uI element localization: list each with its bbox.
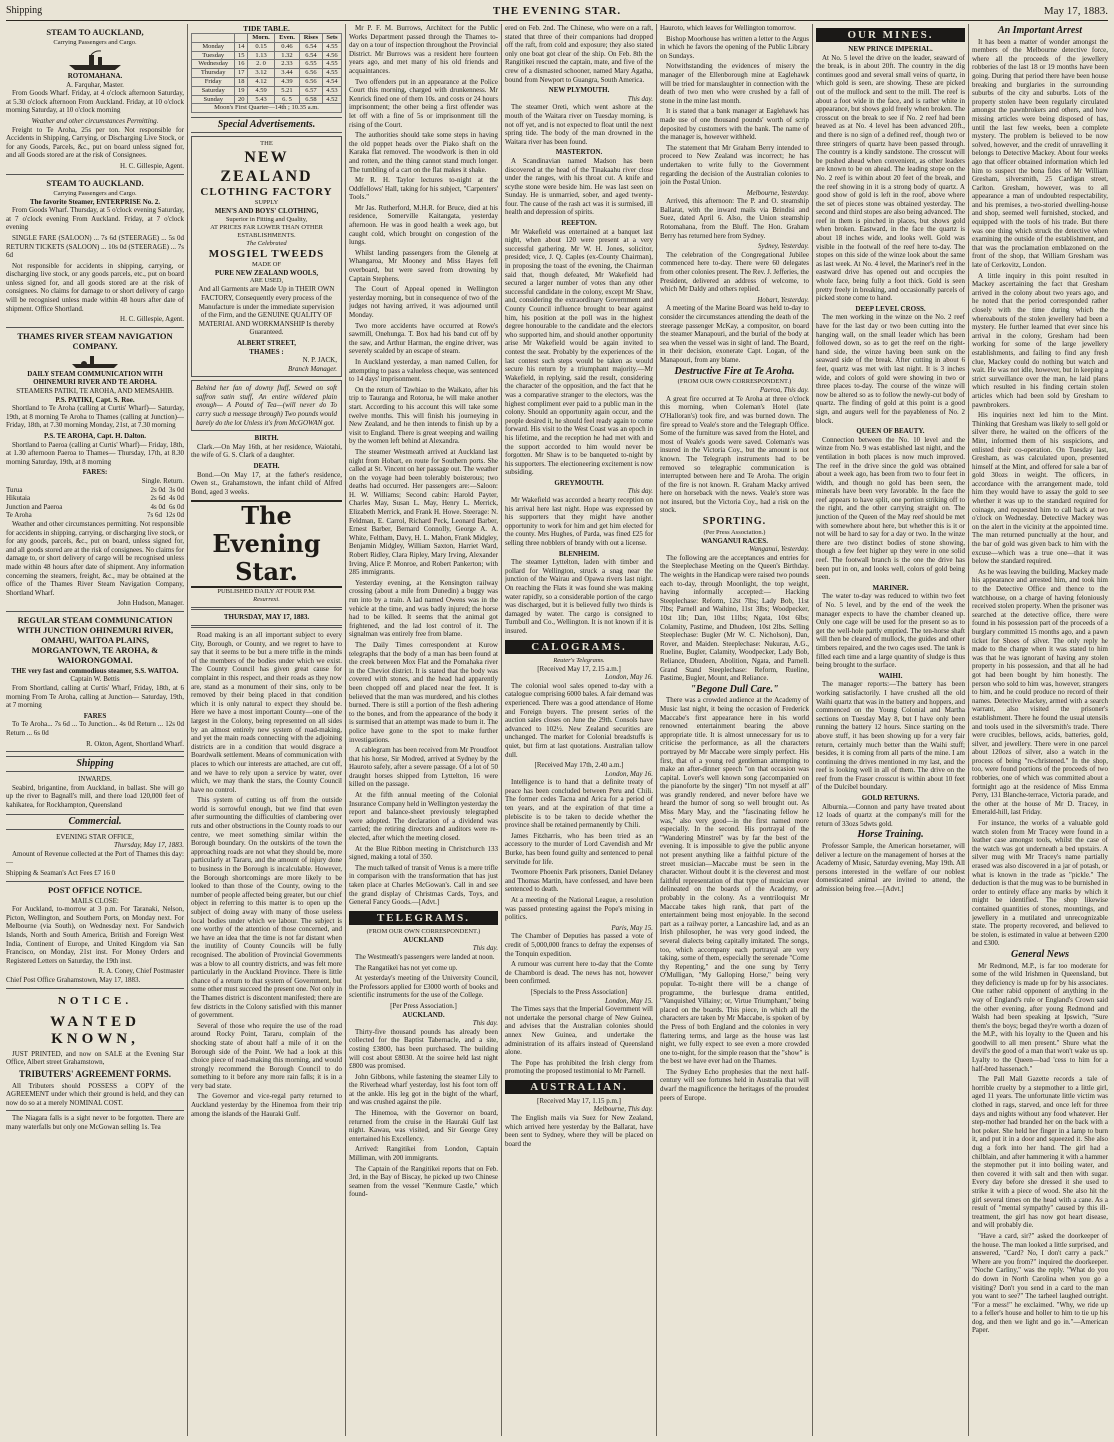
- article-paragraph: His inquiries next led him to the Mint. Thinking that Gresham was likely to sell gold or silver there, he waited on the officers of the Mint, informed them of his suspicions, and enlisted their co-operation. On Tuesday last, Gresham, as was calculated upon, presented himself at the Mint, and offered for sale a bar of gold 30ozs in weight. The officers, in accordance with the arrangement made, told him they would have to assay the gold to see whether it was up to the standard required for coinage, and requested him to call back at two o'clock on Wednesday. Detective Mackey was on the alert in the vicinity at the appointed time. The man returned punctually at the hour, and the bar of gold was given back to him with the excuse—which was a true one—that it was below the standard required.: [972, 411, 1108, 566]
- telegrams-heading: TELEGRAMS.: [349, 911, 498, 925]
- dateline: This day.: [627, 94, 653, 103]
- mine-heading: DEEP LEVEL CROSS.: [855, 304, 926, 313]
- tide-row: Sunday 20 5.43 6. 5 6.58 4.52: [192, 95, 342, 104]
- mine-report: The manager reports:—The battery has been working satisfactorily. I have crushed all the old Waihi quartz that was in the battery and hoppers, and commenced on the Young Colonial and Martha sections on Tuesday May 8, but I have only been running the battery 12 hours. Since starting on the above stuff, it has been showing up for a very fair return, certainly much better than the Waihi stuff; besides, it is coming from all parts of the mine. I am continuing the drives mentioned in my last, and the reef is looking well in all of them. The drive on the reef from the Fraser crosscut is within about 10 feet of the Dulcibel boundary.: [816, 680, 965, 792]
- dateline: Sydney, Yesterday.: [757, 242, 809, 251]
- birth-notice: Clark.—On May 16th, at her residence, Waiotahi, the wife of G. S. Clark of a daughter.: [191, 442, 342, 460]
- fares-columns: Single. Return.: [141, 476, 184, 485]
- notice-text: Weather and other circumstances Permitting.: [31, 116, 159, 125]
- ad-title: CLOTHING FACTORY: [200, 186, 333, 199]
- editorial-paragraph: Several of those who require the use of the road around Rocky Point, Tararu, complain of the shocking state of about half a mile of it on the Borough side of the Point. We had a look at this choice piece of road-making this morning, and would strongly recommend the Borough Council to do something to it before any more rain falls; it is in a very bad state.: [191, 1021, 342, 1090]
- telegram-text: John Gibbons, while fastening the steamer Lily to the Riverhead wharf yesterday, lost his foot torn off at the ankle. His leg got in the bight of the wharf, and was crushed against the pile.: [349, 1072, 498, 1107]
- mine-report: The water to-day was reduced to within two feet of No. 5 level, and by the end of the week the manager expects to have the chamber cleaned up. Only one cage will be used for the present so as to get the well-hole partly emptied. The ten-horse shaft will then be cleared of mullock, the guides and other timbers repaired, and the two cages used. The tank is filled each time and a large quantity of sludge is thus being brought to the surface.: [816, 592, 965, 670]
- column-arrest: [972, 24, 1108, 1436]
- cable-text: The celebration of the Congregational Jubilee commenced here to-day. There were 60 delegates from other colonies present. The Rev. J. Jefferies, the President, delivered an address of welcome, to which Mr Daldy and others replied.: [660, 250, 809, 294]
- horse-training-ad: Professor Sample, the American horsetamer, will deliver a lecture on the management of horses at the Academy of Music, Saturday evening, May 19th. All persons interested in the welfare of our noblest domesticated animal are invited to attend, the admission being free.—[Advt.]: [816, 842, 965, 893]
- fire-heading: Destructive Fire at Te Aroha.: [674, 365, 795, 377]
- received-note: [Received May 17, 2.15 a.m.]: [537, 664, 621, 673]
- cable-text: The Times says that the Imperial Government will not undertake the personal charge of New Guinea, and advises that the Australian colonies should annex New Guinea, and undertake the administration of its affairs instead of Queensland alone.: [505, 1005, 653, 1057]
- news-paragraph: Mr P. F. M. Burrows, Architect for the Public Works Department passed through the Thames to-day on a tour of inspection throughout the Provincial District. Mr Burrows was a resident here fourteen years ago, and met many of his old friends and acquaintances.: [349, 24, 498, 75]
- general-news-heading: General News: [1010, 948, 1070, 960]
- agent-name: R. Okton, Agent, Shortland Wharf.: [86, 739, 184, 748]
- column-rule: [812, 24, 813, 1436]
- ship-master: Captain W. Bettis: [70, 675, 120, 684]
- section-subheading: (FROM OUR OWN CORRESPONDENT.): [677, 378, 792, 386]
- telegram-text: Mr Wakefield was entertained at a banquet last night, when about 120 were present at a very successful gathering. Mr W. H. Jones, solicitor, presided; vice, J. Q. Caples (ex-County Chairman), in proposing the toast of the evening, the Chairman said that, though defeated, Mr Wakefield had secured a larger number of votes than any other successful candidate in the colony, except Mr Shaw, and, considering the extraordinary Government and County Council influence brought to bear against him, his position at the poll was in the highest degree honourable to the candidate and the electors who supported him, and should another opportunity arise Mr Wakefield would be again invited to contest the seat. Probably by the experiences of the last contest such steps would be taken as would secure his return by a triumphant majority.—Mr Wakefield, in replying, said the result, considering the character of the opposition, and the fact that he was a comparative stranger to the electors, was the highest compliment ever paid to a public man in the colony. Should an opportunity again occur, and the people desired it, he should feel ready again to come forward. His visit to the West Coast was an epoch in his lifetime, and the reception he had met with and the support accorded to him would never be forgotten. Mr Shaw is to be banqueted to-night by his supporters. The electioneering excitement is now subsiding.: [505, 227, 653, 477]
- cable-text: Bishop Moorhouse has written a letter to the Argus in which he favors the opening of the Public Library on Sundays.: [660, 34, 809, 60]
- notice-body: JUST PRINTED, and now on SALE at the Evening Star Office, Albert street Grahamstown,: [6, 1049, 184, 1067]
- editorial-date: THURSDAY, MAY 17, 1883.: [223, 613, 310, 622]
- sailing-schedule: From Shortland, calling at Curtis' Wharf, Friday, 18th, at 6 morning From Te Aroha, calling at Junction— Saturday, 19th, at 7 morning: [6, 684, 184, 710]
- tide-row: Saturday 19 4.59 5.21 6.57 4.53: [192, 86, 342, 95]
- ad-lead: DAILY STEAM COMMUNICATION WITH OHINEMURI RIVER AND TE AROHA.: [27, 369, 163, 387]
- dateline: Hobart, Yesterday.: [757, 295, 809, 304]
- tide-table-title: TIDE TABLE.: [243, 24, 290, 33]
- place-heading: REEFTON.: [561, 219, 597, 228]
- news-paragraph: The much talked of transit of Venus is a mere trifle in comparison with the transformation that has just taken place at Charles McGowan's. Call in and see the grand display of Christmas Cards, Toys, and General Fancy Goods.—[Advt.]: [349, 863, 498, 907]
- cable-text: The colonial wool sales opened to-day with a catalogue comprising 6000 bales. A fair demand was experienced. There was a good attendance of Home and Foreign buyers. The present series of the auction sales closes on June the 29th. Consols have advanced to 102½. New Zealand securities are unchanged. The market for Colonial breadstuffs is quiet, but firm at last quotations. Australian tallow dull.: [505, 681, 653, 759]
- section-heading: Special Advertisements.: [191, 117, 342, 133]
- telegram-text: The steamer Oreti, which went ashore at the mouth of the Waitara river on Tuesday morning, is not off yet, and is not expected to float until the next spring tide. The body of the man drowned in the Waitara river has been found.: [505, 103, 653, 146]
- place-heading: GREYMOUTH.: [554, 478, 604, 487]
- dateline: This day.: [472, 1019, 498, 1028]
- column-mines: [816, 24, 965, 1436]
- theatre-review: There was a crowded audience at the Academy of Music last night, it being the occasion of Frederick Maccabe's first appearance here in his world renowned entertainment bearing the above appropriate title. It is almost unnecessary for us to criticise the performance, as all the characters portrayed by Mr Maccabe were simply perfect. His first, that of a young red gentleman attempting to make an after-dinner speech "on that occasion was capital. Lover's well known song (accompanied on the pianoforte by the singer) "I'm not myself at all" was grandly rendered, and never before have we heard the humor of song so well brought out. As Miss Mary May, and the "fascinating fellow he was," also very good—in the first named more especially. In the second. His portrayal of the "Wandering Minstrel" was by far the best of the evening. It is impossible to give the public anyone not present anything like a faithful picture of the street musician—Maccabe must be seen in the character. Without doubt it is the cleverest and most faithful representation of that type of musician ever delineated on the boards of the Academy, or probably in the colony. As a ventriloquist Mr Maccabe takes high rank, that part of the entertainment being most enjoyable. In the second part as a railway porter, a Lancashire lad, and as an Irish philosopher, he was very good indeed, the several dialects being capitally imitated. The songs, too, which accompany each portrayal are very taking, some of them, especially the serenade "Come thy Repenting," and the one sung by Terry O'Mulligan, "My Galloping Horse," being very popular. To-night there will be a change of programme, the burlesque drama entitled, "Vanquished Villainy; or, Virtue Triumphant," being placed on the boards. This piece, in which all the characters are taken by Mr Maccabe, is spoken of by the Press of both England and the colonies in very flattering terms, and large as the house was last night, we fully expect to see even a more crowded one to-night, for the simple reason that the "show" is the best we have ever had on the Thames.: [660, 696, 809, 1066]
- horse-training-heading: Horse Training.: [857, 829, 924, 841]
- fare-row: Turua 2s 0d 3s 0d: [6, 485, 184, 494]
- mine-report: At No. 5 level the drive on the leader, seaward of the break, is in about 20ft. The country in the dig continues good and several small veins of quartz, in which gold is seen, are showing. These are picked out of the mullock and sent to the mill. The reef is about a foot wide in the face, and is rather white in appearance, but shows gold freely when broken. The crosscut on the break to see if No. 2 reef had been heaved as at No. 4 level has been advanced 20ft., and there is no sign of a defined reef, though two or three stringers of quartz have been passed through. The country is a kindly sandstone. The crosscut will be pushed ahead when convenient, as other leaders are known to be on ahead. The leading stope on the No. 2 reef is within about 20 feet of the break, and the reef showing in it is a strong body of quartz. A good show of gold is left in the roof, above where the set of pieces stone was obtained yesterday. The second and third stopes are also being advanced. The reef in them is pinched in places, but shows gold when broken. Eastward, in the face the quartz is about 18 inches wide, and looks well. Gold was visible in the footwall of the reef here to-day. The stopes on this side of the winze look about the same as last week. At No. 4 level, the Mariner's reef in the eastward drive has opened out and occupies the whole face, being fully a foot thick. Gold is seen pretty freely in breaking, and occasionally parcels of picked stone come to hand.: [816, 53, 965, 303]
- news-paragraph: A cablegram has been received from Mr Proudfoot that his horse, Sir Modred, arrived at Sydney by the Hauroto safely, after a severe passage. Of a lot of 50 draught horses shipped from Lyttelton, 16 were killed on the passage.: [349, 746, 498, 789]
- notice-title: POST OFFICE NOTICE.: [47, 884, 143, 895]
- tide-row: Wednesday 16 2. 0 2.33 6.55 4.55: [192, 60, 342, 69]
- notice-office: Chief Post Office Grahamstown, May 17, 1883.: [6, 975, 141, 984]
- issue-date: May 17, 1883.: [1043, 5, 1108, 17]
- telegram-text: Thirty-five thousand pounds has already been collected for the Baptist Tabernacle, and a site, costing £3800, has been purchased. The building will cost about £8030. At the soiree held last night £800 was promised.: [349, 1027, 498, 1071]
- article-paragraph: A little inquiry in this point resulted in Mackey ascertaining the fact that Gresham arrived in the colony about two years ago, and he noted that the period corresponded rather closely with the time during which the whereabouts of the stolen jewellery had been a mystery. He further learned that ever since his arrival in the colony, Gresham had been working for some of the large jewellery establishments, and failing to find any fresh clue, Mackey could do nothing but watch and wait. He was not idle, however, but in keeping a strict surveillance over the man, he laid plans which resulted in his finding certain stolen articles which had been sold by Gresham to pawnbrokers.: [972, 271, 1108, 409]
- section-label: Shipping: [6, 5, 43, 16]
- press-association-note: [Per Press Association.]: [390, 1001, 457, 1010]
- death-heading: DEATH.: [253, 462, 280, 471]
- telegram-text: Arrived: Rangitikei from London, Captain Milliman, with 200 immigrants.: [349, 1145, 498, 1163]
- race-entries: The following are the acceptances and entries for the Steeplechase Meeting on the Queen's Birthday. The weights in the Handicap were raised two pounds each to-day, through Moonlight, the top weight, having informally accepted:— Hacking Steeplechase: Reform, 12st 7lbs; Lady Bob, 11st 7lbs; Parnell and Waihino, 11st 3lbs; Woodpecker, 10st 1lb; Dan, 10st 11lbs; Ngata, 10st 6lbs; Colamity, Pastime, and Dhudeen, 10st 2lbs. Selling Steeplechase: Bugler (Mr W. C. Nicholson), Dan, Rover, and Maiden. Steeplechase: Nukurau, A.G., Rueline, Bugler, Calamity, Woodpecker, Lady Bob, Reliance, Dhudeen, Abolition, Ngata, and Parnell. Grand Stand Steeplechase: Reform, Rueline, Pastime, Bugler, Mount, and Reliance.: [660, 553, 809, 683]
- notice-body: For Auckland, to-morrow at 3 p.m. For Taranaki, Nelson, Picton, Wellington, and Southern Ports, on Monday next. For Melbourne (via South), on Wednesday next. For Sandwich Islands, North and South America, British and Foreign West India, Continent of Europe, and United Kingdom via San Francisco, on Monday, 21st inst. For Money Orders and Registered Letters on Saturday, the 19th inst.: [6, 905, 184, 965]
- telegram-text: The Rangatikei has not yet come up.: [355, 963, 458, 972]
- ship-name: ROTOMAHANA.: [67, 72, 123, 80]
- cable-text: The Pope has prohibited the Irish clergy from promoting the proposed testimonial to Mr Parnell.: [505, 1058, 653, 1076]
- mine-heading: NEW PRINCE IMPERIAL.: [848, 45, 933, 53]
- cable-text: Hauroto, which leaves for Wellington tomorrow.: [660, 24, 796, 32]
- news-paragraph: The Daily Times correspondent at Kurow telegraphs that the body of a man has been found at the creek between Mox Flat and the Pomahaka river in the Cheviot district. It is stated that the body was covered with stones, and the head had apparently been chopped off and placed near the feet. It is believed that the man was murdered, and his clothes burned. There is still a portion of the flesh adhering to the bones, and from the appearance of the body it is surmised that an attempt was made to burn it. The police have gone to the spot to make further investigations.: [349, 640, 498, 744]
- cable-text: The English mails via Suez for New Zealand, which arrived here yesterday by the Ballarat, have been sent to Sydney, where they will be placed on board the: [505, 1114, 653, 1148]
- received-note: [Received May 17th, 2.40 a.m.]: [534, 761, 624, 770]
- editorial-paragraph: Road making is an all important subject to every City, Borough, or County, and we regret to have to say that it seems to be but a mere trifle in the minds of the members of the bodies under which we exist. The County Council has given great cause for complaint in this respect, and their roads as they now are, stand as a monument of their sins, only to be removed by their being placed in that condition which it is only natural to expect they should be. Here we have a most important County—one of the largest in the Colony, being represented on all sides by an almost entirely new system of road-making, and yet the main roads connecting with the adjoining districts are in a condition that would disgrace a Boardwalk settlement. Means of communication with places to which our interests are attached, are cut off, and we have to rely upon a service by water, over which, we may thank the stars, the County Council have no control.: [191, 631, 342, 794]
- section-heading: Shipping: [6, 756, 184, 772]
- telegram-text: A Scandinavian named Madson has been discovered at the head of the Tinakaahu river close under the ranges, with his throat cut. A knife and scythe stone were beside him. He was last seen on Sunday. He is unmarried, sober, and aged twenty-four. The cause of the rash act was it is surmised, ill health and depression of spirits.: [505, 156, 653, 217]
- news-paragraph: Mr R. H. Taylor lectures to-night at the Oddfellows' Hall, taking for his subject, "Carpenters' Tools.": [349, 176, 498, 202]
- cable-text: It is stated that a bank manager at Eaglehawk has made use of one thousand pounds' worth of scrip deposited by customers with the bank. The name of the manager is, however withheld.: [660, 107, 809, 142]
- column-notices: [191, 24, 342, 1436]
- news-paragraph: Two more accidents have occurred at Rowe's sawmill, Onehunga. T. Box had his band cut off by the saw, and Arthur Harman, the engine driver, was severely scalded by an escape of steam.: [349, 321, 498, 356]
- revenue-row: Shipping & Seaman's Act Fees £7 16 0: [6, 868, 116, 877]
- news-paragraph: Two offenders put in an appearance at the Police Court this morning, charged with drunkenness. Mr Kenrick fined one of them 10s. and costs or 24 hours imprisonment; the other being a first offender was let off with a fine of 5s or imprisonment till the rising of the Court.: [349, 77, 498, 129]
- ad-title: REGULAR STEAM COMMUNICATION WITH JUNCTION OHINEMURI RIVER, OMAHU, WAITOA PLAINS, MORGANTOWN, TE AROHA, & WAIORONGOMAI.: [16, 614, 174, 665]
- dateline: Melbourne, This day.: [593, 1105, 653, 1114]
- masthead: [6, 4, 1108, 21]
- column-rule: [501, 24, 502, 1436]
- section-subheading: (FROM OUR OWN CORRESPONDENT.): [366, 927, 481, 935]
- ship-master: A. Farquhar, Master.: [66, 80, 124, 89]
- notice-body: All Tributers should POSSESS a COPY of the AGREEMENT under which their ground is held, and they can now do so at a merely NOMINAL COST.: [6, 1081, 184, 1107]
- telegram-text: The Captain of the Rangitikei reports that on Feb. 3rd, in the Bay of Biscay, he picked up two Chinese seamen from the vessel "Kenmure Castle," which found-: [349, 1164, 498, 1199]
- tide-table: Morn. Even. Rises Sets Monday 14 0.15 0.46 6.54 4.55 Tuesday 15 1.13 1.32 6.54 4.56 Wednesday 16 2. 0 2.33 6.55 4.55 Thursday 17 3.12 3.44 6.56 4.55 Friday 18 4.12 4.39 6.56 4.54 Saturday 19 4.59 5.21 6.57 4.53 Sunday 20 5.43 6. 5 6.58 4.52 Moon's First Quarter—14th ; 10.35 a.m.: [191, 33, 342, 113]
- ad-body: Freight to Te Aroha, 25s per ton. Not responsible for Accidents in Shipping, Carrying, or Discharging Live Stock, or for any Goods, Parcels, &c., put on board unless signed for, and all Goods stored are at the risk of Consignees.: [6, 125, 184, 160]
- dateline: Paris, May 15.: [611, 923, 653, 932]
- editorial-masthead: The Evening Star.: [191, 500, 342, 588]
- tide-row: Friday 18 4.12 4.39 6.56 4.54: [192, 77, 342, 86]
- column-rule: [968, 24, 969, 1436]
- cable-text: The statement that Mr Graham Berry intended to proceed to New Zealand was incorrect; he has undertaken to write fully to the Government regarding the decision of the Australian colonies to join the Postal Union.: [660, 143, 809, 187]
- fares-heading: FARES:: [82, 468, 108, 477]
- cablegrams-heading: CALOGRAMS.: [505, 640, 653, 654]
- ad-subtitle: STEAMERS PATIKI, TE AROHA, AND MEMSAHIB.: [16, 387, 174, 396]
- section-subheading: Reuter's Telegrams.: [553, 656, 605, 664]
- fares-heading: FARES: [83, 711, 107, 720]
- agent-name: H. C. Gillespie, Agent.: [120, 315, 184, 324]
- article-text: Seabird, brigantine, from Auckland, in ballast. She will go up the river to Bagnall's mill, and there load 120,000 feet of kahikatea, for Rockhampton, Queensland: [6, 783, 184, 809]
- article-paragraph: Mr Redmond, M.P., is far too moderate for some of the wild Irishmen in Queensland, but they deficiency is made up for by his associates. One rather rabid opponent of anything in the way of England's rule or England's Crown said the other evening, after young Redmond and Walsh had been speaking at Ipswich, "Sure them's the boys; begad they're worth a dozen of the M.P., with his loyalty to the Queen and his goodwill to all men present." Shure what the devil's the good of a man that won't wake us up. Lyalty to the Queen—bad 'cess to him for a half-bred hassenach.": [972, 961, 1108, 1073]
- office-name: EVENING STAR OFFICE,: [56, 832, 134, 841]
- ad-title: STEAM TO AUCKLAND,: [46, 27, 144, 37]
- cable-text: The Chamber of Deputies has passed a vote of credit of 5,000,000 francs to defray the expenses of the Tonquin expedition.: [505, 932, 653, 958]
- section-heading: Commercial.: [6, 814, 184, 830]
- telegram-text: The steamer Lyttelton, laden with timber and pollard for Wellington, struck a snag near the junction of the Wairau and Opawa rivers last night. On reaching the Flats it was found she was making water rapidly, so a considerable portion of the cargo was discharged, but it is believed fully two thirds is damaged by water. The cargo is consigned to Turnbull and Co., Wellington. It is not known if it is insured.: [505, 558, 653, 635]
- news-paragraph: Mr Jas. Rutherford, M.H.R. for Bruce, died at his residence, Somerville Kaitangata, yesterday afternoon. He was in good health a week ago, but caught cold, which brought on congestion of the lungs.: [349, 203, 498, 247]
- fare-row: Junction and Paeroa 4s 0d 6s 0d: [6, 502, 184, 511]
- dateline: Melbourne, Yesterday.: [746, 188, 809, 197]
- ad-body: Not responsible for accidents in shipping, carrying, or discharging live stock, or any goods parcels, etc., put on board unless signed for, and all goods stored are at the risk of consignees. No claims for damage to or short delivery of cargo will be recognised unless made within 48 hours after date of shipment. Office Shortland.: [6, 261, 184, 313]
- fares-table: [6, 486, 184, 520]
- mine-report: Connection between the No. 10 level and the winze from No. 9 was established last night, and the ventilation in both places is now much improved. The reef in the drive since the gold was obtained about a week ago, has been from two to four feet in width, and though no gold has been seen, the minerals have been very favorable. In the face the reef appears to have split, one portion striking off to the right, and the other carrying straight on. The junction of the Queen of the May reef should be met with somewhere about here, but whether this is it or not will be hard to say for a day or two. In the winze there are two distinct bodies of stone showing, though a few feet higher up they were in one solid reef. The footwall branch is the one the drive has been put in on, and looks well, colors of gold being seen.: [816, 435, 965, 582]
- notice-title: NOTICE.: [57, 994, 133, 1007]
- column-rule: [345, 24, 346, 1436]
- place-heading: NEW PLYMOUTH.: [548, 86, 610, 95]
- tide-row: Thursday 17 3.12 3.44 6.56 4.55: [192, 69, 342, 78]
- ad-brand: NEW ZEALAND: [220, 149, 313, 186]
- mine-heading: WAIHI.: [878, 671, 903, 680]
- mines-heading: OUR MINES.: [816, 28, 965, 42]
- mine-heading: MARINER.: [872, 583, 909, 592]
- newspaper-title: THE EVENING STAR.: [492, 5, 622, 17]
- wanted-known: WANTED KNOWN,: [50, 1013, 140, 1047]
- gold-returns: Alburnia.—Connon and party have treated about 12 loads of quartz at the company's mill for the return of 33ozs 5dwts gold.: [816, 802, 965, 828]
- agent-name: John Hudson, Manager.: [117, 599, 184, 608]
- sailing-schedule: Shortland to Paeroa (calling at Curtis' Wharf)— Friday, 18th, at 1.30 afternoon Paeroa to Thames— Thursday, 17th, at 8.30 morning Saturday, 19th, at 8 morning: [6, 440, 184, 466]
- telegram-text: ered on Feb. 2nd. The Chinese, who were on a raft, stated that three of their companions had dropped off the raft, from cold and exposure; they also stated only one boat got clear of the ship. On Feb. 8th the Rangitikei rescued the captain, mate, and five of the crew of a dismasted schooner, named Mary Agatha, bound from Newport to Guangra, South America.: [505, 24, 653, 84]
- article-paragraph: The Pall Mall Gazette records a tale of horrible cruelty by a stepmother to a little girl, aged 11 years. The unfortunate little victim was clothed in rags, starved, and once left for three days and nights without any food whatever. Her step-mother had branded her on the back with a hot poker. She held her finger in a lamp to burn it, and put it in a door and squeezed it. She also dug a fork into her hand. The girl had a chilblain, and after hammering it with a hammer the stepmother put it into boiling water, and then covered it with salt and then with sugar. Every day before she dressed it she used to strike it with a piece of wood. She also hit the girl several times on the head with a cane. As a result of "mental sympathy" caused by this ill-treatment, the girl has now got heart disease, and will probably die.: [972, 1075, 1108, 1230]
- fares-text: SINGLE FARE (SALOON) ... 7s 6d (STEERAGE) ... 5s 0d RETURN TICKETS (SALOON) ... 10s 0d (STEERAGE) ... 7s 6d: [6, 233, 184, 260]
- sailing-schedule: From Goods Wharf. Thursday, at 5 o'clock evening Saturday, at 7 o'clock evening From Auckland. Friday, at 7 o'clock evening: [6, 206, 184, 232]
- news-paragraph: At the Blue Ribbon meeting in Christchurch 133 signed, making a total of 350.: [349, 844, 498, 862]
- sailing-schedule: From Goods Wharf. Friday, at 4 o'clock afternoon Saturday, at 5.30 o'clock afternoon From Auckland. Friday, at 10 o'clock morning Saturday, at 10 o'clock morning: [6, 89, 184, 115]
- column-rule: [656, 24, 657, 1436]
- steamship-icon: [65, 49, 125, 71]
- arrest-heading: An Important Arrest: [997, 25, 1083, 36]
- news-paragraph: On the return of Tawhiao to the Waikato, after his trip to Tauranga and Rotorua, he will make another start. According to his account this will take some twelve months. This will finish his journeying in New Zealand, and he then intends to finish up by a visit to England. There is great weeping and wailing by the women left behind at Alexandra.: [349, 385, 498, 446]
- section-subheading: (Per Press Association.): [703, 528, 766, 536]
- tide-row: Tuesday 15 1.13 1.32 6.54 4.56: [192, 51, 342, 60]
- article-paragraph: For instance, the works of a valuable gold watch stolen from Mr Tracey were found in a leather case amongst tools, whilst the case of the watch was got underneath a bed upstairs. A silver mug with Mr Tracey's name partially erased was also discovered in a jar of potash, or what is known in the trade as "pickle." The deduction is that the mug was to be burnished in order to entirely efface any marks by which it might be identified. The shop likewise contained quantities of stones, mountings, and jewellery in a mutilated and unrecognizable state. The property recovered, and believed to be stolen, is estimated in value at between £200 and £300.: [972, 819, 1108, 948]
- tweeds-title: MOSGIEL TWEEDS: [208, 247, 325, 260]
- dateline: Wanganui, Yesterday.: [749, 545, 809, 554]
- telegram-text: The Hinemoa, with the Governor on board, returned from the cruise in the Hauraki Gulf last night. Kawau, was visited, and Sir George Grey entertained his Excellency.: [349, 1109, 498, 1143]
- place-heading: AUCKLAND: [403, 935, 444, 944]
- cable-text: Twomore Phoenix Park prisoners, Daniel Delaney and Thomas Martin, have confessed, and have been sentenced to death.: [505, 868, 653, 894]
- telegram-text: At yesterday's meeting of the University Council, the Professors applied for £3000 worth of books and scientific instruments for the use of the College.: [349, 974, 498, 1000]
- moon-phase: Moon's First Quarter—14th ; 10.35 a.m.: [192, 104, 342, 113]
- cable-text: James Fitzharris, who has been tried as an accessory to the murder of Lord Cavendish and Mr Burke, has been found guilty and sentenced to penal servitude for life.: [505, 831, 653, 866]
- ship-name: The favorite Steamer, ENTERPRISE No. 2.: [29, 197, 160, 206]
- tide-row: Monday 14 0.15 0.46 6.54 4.55: [192, 42, 342, 51]
- column-shipping: [6, 24, 184, 1436]
- death-notice: Bond.—On May 17, at the father's residence, Owen st., Grahamstown, the infant child of Alfred Bond, aged 3 weeks.: [191, 470, 342, 496]
- cable-text: A rumour was current here to-day that the Comte de Chambord is dead. The news has not, however been confirmed.: [505, 960, 653, 986]
- received-note: [Specials to the Press Association]: [530, 987, 628, 996]
- article-paragraph: It has been a matter of wonder amongst the members of the Melbourne detective force, where all the proceeds of the jewellery robberies of the last 18 or 19 months have been going. During that period there have been house breaking and burglaries in the surrounding suburbs of the city and suburbs. Lots of the property stolen have been regularly circulated amongst the pawnbrokers and others, and how missing articles were being disposed of has, until the last few weeks, been a complete mystery. The problem is believed to be now solved, however, and the credit of unravelling it belongs to Detective Mackey. About four weeks ago that officer obtained information which led him to suspect the bona fides of Mr William Gresham, silversmith, 25 Cardigan street, Carlton. Gresham, however, was to all appearance a man of undoubted respectability, and his premises, a two-storied dwelling-house and shop, seemed well furnished, stocked, and equipped with the tools of his trade. But there was one thing which struck the detective when examining the outside of the establishment, and that was the proclamation emblazoned on the front of the shop, that William Gresham was late of Cerkovitz, London.: [972, 37, 1108, 270]
- sailing-schedule: Shortland to Te Aroha (calling at Curtis' Wharf)— Saturday, 19th, at 8 morning Te Aroha to Thames (calling at Junction)— Friday, 18th, at 7.30 morning Monday, 21st, at 7.30 morning: [6, 404, 184, 430]
- ad-title: THAMES RIVER STEAM NAVIGATION COMPANY.: [17, 330, 173, 351]
- dateline: London, May 15.: [605, 996, 653, 1005]
- motto: Resurrexi.: [253, 596, 280, 604]
- review-heading: "Begone Dull Care.": [690, 683, 779, 695]
- ad-subtitle: Carrying Passengers and Cargo.: [53, 189, 137, 197]
- notice-subtitle: MAILS CLOSE:: [71, 896, 119, 905]
- dateline: London, May 16.: [605, 769, 653, 778]
- news-paragraph: The Sydney Echo prophesies that the next half-century will see fortunes held in Australia that will dwarf the magnificence the heritages of the proudest peers of Europe.: [660, 1067, 809, 1102]
- place-heading: AUCKLAND.: [402, 1010, 445, 1019]
- agent-name: H. C. Gillespie, Agent.: [120, 161, 184, 170]
- news-paragraph: In Auckland yesterday, a man named Cullen, for attempting to pass a valueless cheque, was sentenced to 14 days' imprisonment.: [349, 357, 498, 384]
- column-telegrams: [505, 24, 653, 1436]
- ad-body: Weather and other circumstances permitting. Not responsible for accidents in shipping, carrying, or discharging live stock, or for any goods, parcels, &c., put on board, unless signed for, and all goods stored are at the risk of consignees. No claims for damage to, or short delivery of cargo will be recognised unless made within 48 hours after date of shipment. Any information concerning the steamers, freight, &c., may be obtained at the office of the Thames River Steam Navigation Company, Shortland Wharf.: [6, 519, 184, 597]
- news-paragraph: At the fifth annual meeting of the Colonial Insurance Company held in Wellington yesterday the report and balance-sheet previously telegraphed were adopted. The declaration of a dividend was carried; the retiring directors and auditors were re-elected, after which the meeting closed.: [349, 791, 498, 843]
- mine-heading: GOLD RETURNS.: [861, 794, 920, 803]
- news-paragraph: Whilst landing passengers from the Glenelg at Whangaroa, Mr Mooney and Miss Hayes fell overboard, but were saved from drowning by Captain Stephens.: [349, 248, 498, 283]
- column-rule: [187, 24, 188, 1436]
- section-subheading: INWARDS.: [78, 775, 112, 784]
- telegram-text: Mr Wakefield was accorded a hearty reception on his arrival here last night. Hope was expressed by his supporters that they might have another opportunity to work for him and get him elected for the county. Mrs Hughes, of Parda, was fined £25 for selling three nobblers of brandy with out a license.: [505, 496, 653, 548]
- ship-name: P.S. TE AROHA, Capt. H. Dalton.: [43, 432, 147, 440]
- paddle-steamer-icon: [70, 353, 120, 369]
- place-heading: BLENHEIM.: [558, 549, 600, 558]
- tributers-forms: TRIBUTERS' AGREEMENT FORMS.: [18, 1068, 172, 1079]
- tea-advert: The Niagara falls is a sight never to be forgotten. There are many waterfalls but only one McGowan selling 1s. Tea: [6, 1114, 184, 1132]
- news-paragraph: The steamer Westmeath arrived at Auckland last night from Hobart, en route for Southern ports. She called at St. Vincent on her passage out. The weather on the voyage had been tolerably boisterous; two deaths had occurred. Her passengers are:—Saloon: H. W. Williams; Second cabin: Harold Payter, Charles May, Susan L. May, Henry L. Merrick, Elizabeth Merrick, and Frank H. Howe. Steerage: N. Feldman, E. Carrol, Richard Peck, Leonard Barber, Ernest Barber, Bernard Connolly, George A. A. White, Feltham, Davy, H. L. Mahon, Frank Midgley, Benjamin Midgley, William Saxton, Harriet Ward, Robert Ridley, Clara Ripley, Mary Irving, Alexander Irving, Alice P. Monroe, and Robert Pankerton; with 285 immigrants.: [349, 447, 498, 577]
- editorial-paragraph: The Governor and vice-regal party returned to Auckland yesterday by the Hinemoa from their trip among the islands of the Hauraki Gulf.: [191, 1092, 342, 1118]
- dateline: This day.: [627, 487, 653, 496]
- mine-report: The men working in the winze on the No. 2 reef have for the last day or two been cutting into the hanging wall, on the small leader which has been followed down, so as to get the reef on the right-hand side, the winze having been sunk on the seaward side of the break. After cutting in about 6 feet, quartz was met with last night. It is 3 inches wide, and colors of gold were showing in two or three places to-day. The course of the winze will now be altered so as to follow the newly-cut body of quartz. The finding of gold at this point is a good sign, and augurs well for the payableness of No. 2 block.: [816, 313, 965, 425]
- news-paragraph: The Court of Appeal opened in Wellington yesterday morning, but in consequence of two of the judges not having arrived, it was adjourned until Monday.: [349, 285, 498, 319]
- postmaster-name: R. A. Coney, Chief Postmaster: [98, 967, 184, 976]
- ad-subtitle: Carrying Passengers and Cargo.: [53, 39, 137, 46]
- news-paragraph: Yesterday evening, at the Kensington railway crossing (about a mile from Dunedin) a buggy was run into by a train. A lad named Owens was in the vehicle at the time, and was badly injured; the horse had to be killed. It seems that the animal got frightened, and the lad lost control of it. The signalman was entirely free from blame.: [349, 578, 498, 639]
- article-text: Amount of Revenue collected at the Port of Thames this day:—: [6, 849, 184, 867]
- dateline: This day.: [472, 944, 498, 953]
- australian-heading: AUSTRALIAN.: [505, 1080, 653, 1094]
- dateline: Thursday, May 17, 1883.: [114, 841, 184, 850]
- mine-heading: QUEEN OF BEAUTY.: [856, 427, 925, 436]
- fares-text: To Te Aroha... 7s 6d ... To Junction... 4s 0d Return ... 12s 0d Return ... 6s 0d: [6, 720, 184, 738]
- editorial-paragraph: This system of cutting us off from the outside world is sorrowful enough, but we find that even after surmounting the difficulties of clambering over ruts and other obstructions in the County roads to our centre, we meet something similar within the Borough boundary. On the outskirts of the town the approaching roads are not what they should be, more particularly at Tararu, and the amount of injury done to business in the Borough is incalculable. However, the Borough shortcomings are more likely to be looked to than those of the County, owing to the number of people affected being greater, but our chief object in referring to this matter is to open up the subject of doing away with many of those useless local bodies under which we labour. The subject is one worthy of the attention of those concerned, and we have an idea that the time is not far distant when the inutility of County Councils will be fully recognised. The abolition of Provincial Governments was a blow to all country districts, and was felt more particularly in the Auckland Province. There is little chance of a return to that system of Government, but some other must succeed the present one. Not only in the Thames district is discontent manifested; there are few districts in the Colony satisfied with this manner of government.: [191, 796, 342, 1020]
- dateline: London, May 16.: [605, 673, 653, 682]
- ship-name: P.S. PATIKI, Capt. S. Roe.: [55, 395, 135, 404]
- column-local-news: [349, 24, 498, 1436]
- received-note: [Received May 17, 1.15 p.m.]: [537, 1096, 621, 1105]
- cable-text: Notwithstanding the evidences of misery the manager of the Ellenborough mine at Eaglehawk will be tried for manslaughter in connection with the death of two men who were crushed by a fall of stone in the mine last month.: [660, 62, 809, 105]
- clothing-factory-ad: THE NEW ZEALAND CLOTHING FACTORY SUPPLY MEN'S AND BOYS' CLOTHING, Superior in Fitting and Quality, AT PRICES FAR LOWER THAN OTHER ESTABLISHMENTS. The Celebrated MOSGIEL TWEEDS MADE OF PURE NEW ZEALAND WOOLS, ARE USED, And all Garments are Made Up in THEIR OWN FACTORY, Consequently every process of the Manufacture is under the immediate supervision of the Firm, and the GENUINE QUALITY OF MATERIAL AND WORKMANSHIP Is thereby Guaranteed. ALBERT STREET, THAMES : N. P. JACK, Branch Manager.: [191, 136, 342, 377]
- telegram-text: The Westmeath's passengers were landed at noon.: [355, 952, 495, 961]
- cable-text: Intelligence is to hand that a definite treaty of peace has been concluded between Peru and Chili. The former cedes Tacna and Arica for a period of ten years, and at the expiration of that time a plebiscite is to be taken to decide whether the province shall be retained permanently by Chili.: [505, 778, 653, 830]
- dateline: Paeroa, This day.: [759, 386, 809, 395]
- article-paragraph: As he was leaving the building, Mackey made his appearance and arrested him, and took him to the Detective Office and thence to the watchhouse, on a charge of having feloniously received stolen property. When the prisoner was searched at the detective office, there were found in his possession part of the proceeds of a burglary committed 15 months ago, and a pawn ticket for Shoes of silver. The only reply he made to the charge when it was stated to him was that he was ignorant of having any stolen property in his possession, and that all he had got had been bought by him honestly. The person who sold to him was, however, strangers to him, and he could produce no record of their names. Detective Mackey, armed with a search warrant, also visited the prisoner's establishment. There he found the usual utensils and tools used in the silversmith's trade. There were crucibles, bellows, acids, batteries, gold, silver, and jewellery. There were in one parcel about 120ozs of silver, also a watch in the process of being "re-christened." In the shop, too, were found portions of the proceeds of two robberies, one of which was committed about a fortnight ago at the residence of Miss Emma Perry, 131 Blanche-terrace, Victoria parade, and the other at the house of Mr D. Tracey, in Emerald-hill, last Friday.: [972, 567, 1108, 817]
- publication-note: PUBLISHED DAILY AT FOUR P.M.: [217, 588, 316, 596]
- cable-text: At a meeting of the National League, a resolution was passed protesting against the Pope's mixing in politics.: [505, 896, 653, 922]
- cable-text: A meeting of the Marine Board was held to-day to consider the circumstances attending the death of the steerage passenger McKay, a compositor, on board the steamer Manapouri, and the burial of the body at sea when the vessel was in sight of land. The Board, in their decision, exonerate Capt. Logan, of the Manapouri, from any blame.: [660, 304, 809, 364]
- place-heading: MASTERTON.: [555, 148, 603, 157]
- ad-title: STEAM TO AUCKLAND.: [46, 177, 144, 188]
- fire-report: A great fire occurred at Te Aroha at three o'clock this morning, when Coleman's Hotel (late O'Halloran's) took fire, and was burned down. The fire spread to Veale's store and the Telegraph Office. Some of the furniture was saved from the Hotel, and most of Veale's goods were saved. Coleman's was insured in the Victoria Coy., but the amount is not known. The Telegraph instruments had to be removed so telegraphic communication is interrupted between here and Te Aroha. The origin of the fire is not known. R. Graham Macky arrived here on horseback with the news. Veale's store was not insured, but the Victoria Coy., had a risk on the stock.: [660, 394, 809, 515]
- birth-heading: BIRTH.: [254, 434, 279, 443]
- news-paragraph: The authorities should take some steps in having the old poppet heads over the Piako shaft on the Karaka flat removed. The woodwork is then in old and rotten, and the thing cannot stand much longer. The tumbling of a cart on the flat makes it shake.: [349, 131, 498, 174]
- fare-row: Hikutaia 2s 6d 4s 0d: [6, 494, 184, 503]
- cable-text: Arrived, this afternoon: The P. and O. steamship Ballarat, with the inward mails via Brindisi and Suez, dated April 6. Also, the Union steamship Rotomahana, from the Bluff. The Hon. Graham Berry has returned here from Sydney.: [660, 197, 809, 240]
- fare-row: Te Aroha 7s 6d 12s 0d: [6, 511, 184, 520]
- sporting-heading: SPORTING.: [702, 516, 767, 528]
- race-heading: WANGANUI RACES.: [701, 536, 768, 545]
- ship-name: THE very fast and commodious steamer, S.S. WAITOA.: [11, 666, 179, 675]
- column-australian: [660, 24, 809, 1436]
- tea-poem-ad: Behind her fan of downy fluff, Sewed on soft saffron satin stuff, An entire wildered plain enough— A Pound of Tea—(will never do To carry such a message through) Two pounds would barely do the lot Unless it's from McGOWAN got.: [191, 380, 342, 431]
- article-paragraph: "Have a card, sir?" asked the doorkeeper of the house. The man looked a little surprised, and answered, "Card? No, I don't carry a pack." Where are you from?" inquired the doorkeeper. "Noche Carliny," was the reply. "What do you do down in North Carolina when you go a visiting? Don't you send in a card to the man you want to see?" The tarheel laughed outright. "For a mess!" he exclaimed. "Why, we ride up to a feller's house and holler to him to tie up his dog, and then we light and go in."—American Paper.: [972, 1231, 1108, 1335]
